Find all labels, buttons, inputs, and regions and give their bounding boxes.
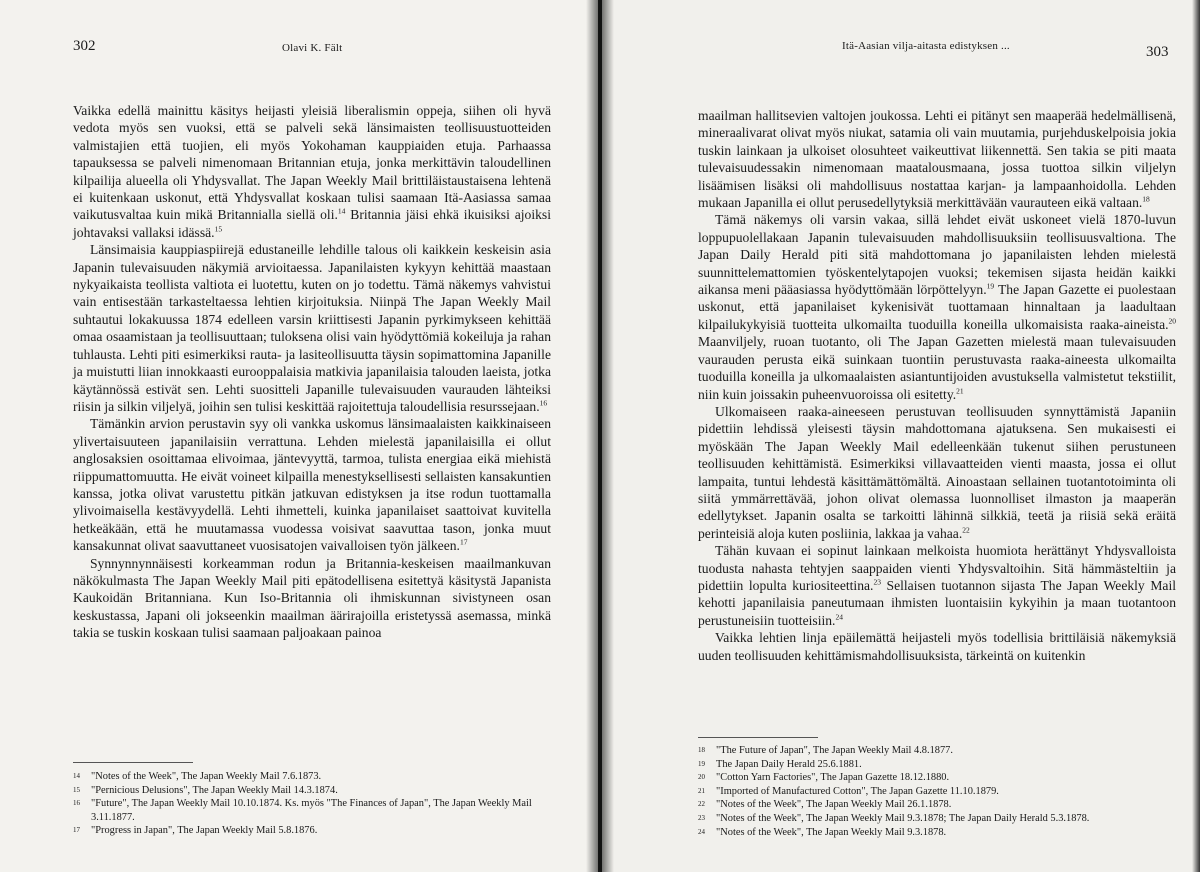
paragraph-text: maailman hallitsevien valtojen joukossa. Lehti ei pitänyt sen maaperää hedelmällisenä, mineraalivarat olivat myös niukat, satamia oli vain muutamia, purjehduskelpoisia jokia tuskin lainkaan ja ulkoiset olosuhteet vaikeuttivat liikennettä. Sen takia se piti maata tulevaisuudessakin nimenomaan maatalousmaana, jossa tuottoa silkin viljelyn lisäämisen lisäksi oli mahdollisuus nostattaa karjan- ja lampaanhoidolla. Lehden mukaan Japanilla ei ollut perusedellytyksiä merkittävään vaurauteen eikä valtaan. <box>698 108 1176 211</box>
paragraph-text: Sellaisen tuotannon sijasta The Japan Weekly Mail kehotti japanilaisia paneutumaan ihmisten luontaisiin kykyihin ja maan tuotantoon perustuneisiin tuotteisiin. <box>698 577 1176 628</box>
paragraph-text: Britannia jäisi ehkä ikuisiksi ajoiksi johtavaksi vallaksi idässä. <box>73 207 551 240</box>
book-gutter <box>586 0 614 872</box>
paragraph <box>73 415 551 554</box>
footnote-ref: 20 <box>1168 316 1176 326</box>
footnote-text: "Notes of the Week", The Japan Weekly Mail 26.1.1878. <box>716 799 952 811</box>
footnote <box>73 784 551 798</box>
right-footnotes <box>698 744 1176 839</box>
left-page <box>0 0 598 872</box>
footnote <box>73 770 551 784</box>
footnote-number: 23 <box>698 813 705 822</box>
footnote-rule <box>73 762 193 763</box>
left-body-text <box>73 102 551 642</box>
footnote <box>698 744 1176 758</box>
footnote-text: "Future", The Japan Weekly Mail 10.10.1874. Ks. myös "The Finances of Japan", The Japan Weekly Mail 3.11.1877. <box>91 798 532 823</box>
paragraph-text: Maanviljely, ruoan tuotanto, oli The Japan Gazetten mielestä maan tulevaisuuden vaurauden perusta eikä suinkaan tuontiin perustuvasta raaka-aineesta ulkomailta tuoduilla koneilla ja ulkomaalaisten asiantuntijoiden avustuksella valmistetut tekstiilit, niin kuin joissakin puheenvuoroissa oli esitetty. <box>698 334 1176 402</box>
page-number-right: 303 <box>1146 44 1169 60</box>
page-edge-shadow <box>1192 0 1200 872</box>
footnote-text: "Imported of Manufactured Cotton", The Japan Gazette 11.10.1879. <box>716 785 999 797</box>
footnote-number: 22 <box>698 800 705 809</box>
footnote-number: 19 <box>698 759 705 768</box>
page-number-left: 302 <box>73 38 96 54</box>
paragraph <box>73 102 551 241</box>
footnote <box>698 771 1176 785</box>
paragraph <box>73 555 551 642</box>
paragraph-text: Synnynnynnäisesti korkeamman rodun ja Britannia-keskeisen maailmankuvan näkökulmasta The Japan Weekly Mail piti epätodellisena esitettyä käsitystä Japanista Kaukoidän Britanniana. Kun Iso-Britannia oli ihmiskunnan sivistyneen osan keskustassa, Japani oli jokseenkin maailman äärirajoilla eristetyssä asemassa, minkä takia se tuskin koskaan tulisi saamaan paljoakaan painoa <box>73 555 551 641</box>
footnote <box>698 785 1176 799</box>
footnote-ref: 19 <box>986 281 995 291</box>
footnote-ref: 14 <box>337 206 346 216</box>
footnote-rule <box>698 737 818 738</box>
paragraph <box>698 107 1176 211</box>
footnote <box>698 758 1176 772</box>
right-body-text <box>698 107 1176 664</box>
footnote <box>698 798 1176 812</box>
footnote <box>698 826 1176 840</box>
footnote-number: 17 <box>73 826 80 835</box>
paragraph-text: Ulkomaiseen raaka-aineeseen perustuvan teollisuuden synnyttämistä Japaniin pidettiin lehdissä yleisesti täysin mahdottomana ajatuksena. Sen mukaisesti ei myöskään The Japan Weekly Mail edelleenkään tukenut siihen perustuneen teollisuuden kehittämistä. Esimerkiksi villavaatteiden vienti maasta, jossa ei ollut lampaita, tuntui lehdestä käsittämättömältä. Ainoastaan sellainen tuotantotoiminta oli siitä ymmärrettävää, johon olivat olemassa luonnolliset ilmaston ja maaperän edellytykset. Japanin osalta se tarkoitti lähinnä silkkiä, teetä ja riisiä sekä eräitä perinteisiä aloja kuten posliinia, lakkaa ja vahaa. <box>698 403 1176 541</box>
paragraph <box>698 542 1176 629</box>
paragraph-text: Vaikka edellä mainittu käsitys heijasti yleisiä liberalismin oppeja, siihen oli hyvä vedota myös sen vuoksi, että se palveli sekä länsimaisten teollisuustuotteiden valmistajien että tuojien, eli myös Yokohaman kauppiaiden etuja. Parhaassa tapauksessa se palveli nimenomaan Britannian etuja, jonka merkittävin taloudellinen kilpailija alueella oli Yhdysvallat. The Japan Weekly Mail brittiläistaustaisena lehtenä ei kuitenkaan uskonut, että Yhdysvallat koskaan tulisi saamaan Itä-Aasiassa samaa vaikutusvaltaa kuin mikä Britannialla siellä oli. <box>73 103 551 223</box>
footnote-text: "Notes of the Week", The Japan Weekly Mail 9.3.1878; The Japan Daily Herald 5.3.1878. <box>716 812 1090 824</box>
footnote-text: "The Future of Japan", The Japan Weekly Mail 4.8.1877. <box>716 745 953 756</box>
footnote-ref: 21 <box>956 385 964 395</box>
footnote-ref: 16 <box>539 398 548 408</box>
paragraph <box>73 241 551 415</box>
footnote-number: 21 <box>698 786 705 795</box>
footnote-number: 20 <box>698 773 705 782</box>
footnote <box>73 824 551 838</box>
footnote-ref: 15 <box>214 224 223 234</box>
footnote-number: 15 <box>73 785 80 794</box>
footnote-ref: 17 <box>459 537 468 547</box>
paragraph-text: Tähän kuvaan ei sopinut lainkaan melkoista huomiota herättänyt Yhdysvalloista tuodusta nahasta tehtyjen saappaiden vienti Yhdysvaltoihin. Sitä hämmästeltiin ja pidettiin lopulta kuriositeettina. <box>698 543 1176 593</box>
running-head-right: Itä-Aasian vilja-aitasta edistyksen ... <box>842 40 1010 52</box>
left-footnotes <box>73 770 551 838</box>
footnote <box>73 797 551 824</box>
footnote-text: "Notes of the Week", The Japan Weekly Mail 7.6.1873. <box>91 771 322 782</box>
footnote-ref: 24 <box>835 612 843 622</box>
running-head-left: Olavi K. Fält <box>282 42 343 54</box>
footnote-text: "Cotton Yarn Factories", The Japan Gazette 18.12.1880. <box>716 772 950 784</box>
paragraph-text: The Japan Gazette ei puolestaan uskonut, että japanilaiset kykenisivät tuottamaan hinnaltaan ja laadultaan kilpailukykyisiä tuotteita ulkomailta tuoduilla koneilla ulkomaisista raaka-aineista. <box>698 282 1176 332</box>
footnote-ref: 23 <box>873 577 881 587</box>
footnote-number: 24 <box>698 827 705 836</box>
paragraph-text: Vaikka lehtien linja epäilemättä heijasteli myös todellisia brittiläisiä näkemyksiä uuden teollisuuden kehittämismahdollisuuksista, tärkeintä on kuitenkin <box>698 630 1176 663</box>
paragraph-text: Länsimaisia kauppiaspiirejä edustaneille lehdille talous oli kaikkein keskeisin asia Japanin tulevaisuuden näkymiä arvioitaessa. Japanilaisten kykyyn kehittää maastaan nykyaikaista teollista valtiota ei luotettu, kuten on jo todettu. Tämä näkemys vahvistui vain entisestään tarkasteltaessa lehtien kirjoituksia. Niinpä The Japan Weekly Mail suhtautui lokakuussa 1874 edelleen varsin kriittisesti Japanin pyrkimykseen kehittää omaa osaamistaan ja teollisuuttaan; tuloksena olisi vain hyödyttömiä kokeiluja ja rahan tuhlausta. Lehti piti esimerkiksi rauta- ja lasiteollisuutta täysin sopimattomina Japanille ja muistutti liian innokkaasti eurooppalaisia matkivia japanilaisia talouden laeista, jotka käytännössä estivät sen. Lehti suositteli Japanille tulevaisuuden vaurauden lähteiksi riisin ja silkin viljelyä, joihin sen tulisi keskittää rajoitettuja taloudellisia resurssejaan. <box>73 242 551 414</box>
footnote-ref: 22 <box>962 525 970 535</box>
paragraph-text: Tämä näkemys oli varsin vakaa, sillä lehdet eivät uskoneet vielä 1870-luvun loppupuolellakaan Japanin tulevaisuuden mahdollisuuksiin teollisuusvaltiona. The Japan Daily Herald piti sitä mahdottomana jo japanilaisten lehden mielestä suunnittelemattomien työskentelytapojen vuoksi; tekemisen sijasta heidän kaikki aikansa meni pääasiassa hyödyttömään lörpöttelyyn. <box>698 212 1176 298</box>
footnote-text: The Japan Daily Herald 25.6.1881. <box>716 758 862 770</box>
footnote-number: 16 <box>73 799 80 808</box>
paragraph-text: Tämänkin arvion perustavin syy oli vankka uskomus länsimaalaisten kaikkinaiseen ylivertaisuuteen japanilaisiin verrattuna. Lehden mielestä japanilaisilla ei ollut anglosaksien osoittamaa elivoimaa, jäntevyyttä, tarmoa, tulista energiaa eikä miehistä riippumattomuutta. He eivät voineet kilpailla menestyksellisesti sellaisten kansakuntien kanssa, jotka olivat varustettu pitkän jatkuvan edistyksen ja itse rodun tuottamalla ylivoimaisella kestävyydellä. Lehti ihmetteli, kuinka japanilaiset saattoivat kuvitella hetkeäkään, että he muutamassa vuodessa voisivat saavuttaa tason, jonka muut kansakunnat olivat saavuttaneet vuosisatojen vaivalloisen työn jälkeen. <box>73 416 551 554</box>
paragraph <box>698 211 1176 402</box>
right-page <box>602 0 1200 872</box>
paragraph <box>698 403 1176 542</box>
footnote-ref: 18 <box>1142 194 1150 204</box>
paragraph <box>698 629 1176 664</box>
footnote-number: 18 <box>698 746 705 754</box>
footnote-text: "Notes of the Week", The Japan Weekly Mail 9.3.1878. <box>716 826 947 838</box>
footnote-text: "Progress in Japan", The Japan Weekly Mail 5.8.1876. <box>91 825 318 837</box>
footnote-text: "Pernicious Delusions", The Japan Weekly Mail 14.3.1874. <box>91 784 338 796</box>
footnote <box>698 812 1176 826</box>
footnote-number: 14 <box>73 772 80 780</box>
